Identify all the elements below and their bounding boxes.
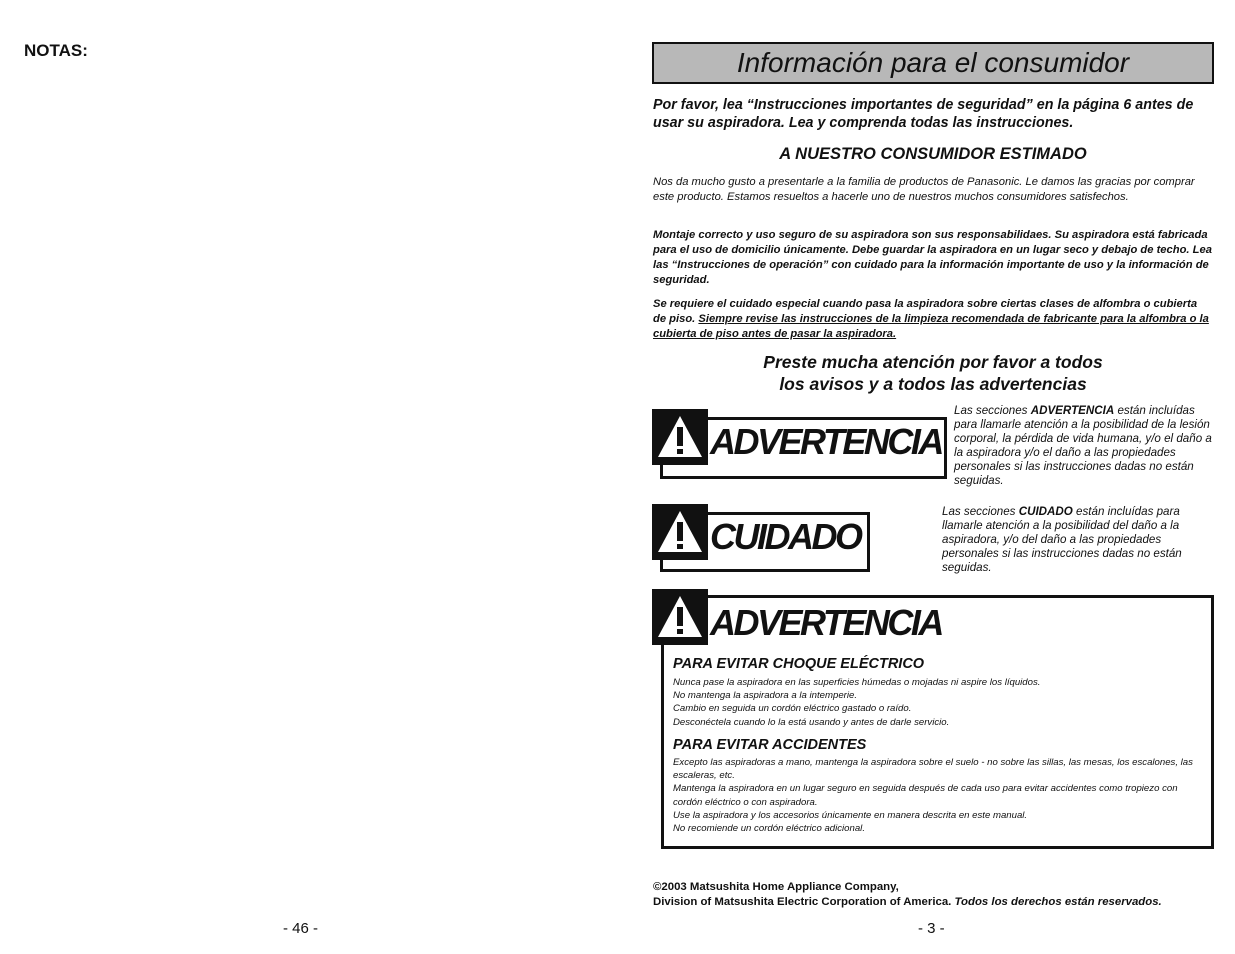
advertencia-signal: [652, 409, 947, 481]
warning-box-signal: [652, 589, 952, 649]
copyright-line-1: ©2003 Matsushita Home Appliance Company,: [653, 881, 899, 893]
estimado-heading: A NUESTRO CONSUMIDOR ESTIMADO: [779, 145, 1087, 163]
list-item: Desconéctela cuando lo la está usando y antes de darle servicio.: [673, 716, 950, 728]
page-number-right: - 3 -: [918, 920, 945, 937]
warning-triangle-icon: [652, 589, 708, 645]
paragraph-carpet-care: [653, 297, 1213, 342]
carpet-care-lead: Se requiere el cuidado especial cuando pasa la aspiradora sobre ciertas clases de alfombra o cubierta de piso.: [653, 298, 1198, 325]
attention-line-1: Preste mucha atención por favor a todos: [763, 352, 1103, 372]
warning-box-label: ADVERTENCIA: [710, 602, 942, 643]
list-item: Cambio en seguida un cordón eléctrico gastado o raído.: [673, 703, 912, 715]
cuidado-desc-bold: CUIDADO: [1018, 505, 1073, 518]
list-item: Use la aspiradora y los accesorios únicamente en manera descrita en este manual.: [673, 809, 1028, 821]
electric-shock-list: [673, 676, 1203, 729]
intro-text: Por favor, lea “Instrucciones importantes de seguridad” en la página 6 antes de usar su aspiradora. Lea y comprenda todas las instrucciones.: [653, 97, 1194, 131]
advertencia-desc-pre: Las secciones: [954, 404, 1031, 417]
copyright-rights: Todos los derechos están reservados.: [954, 896, 1162, 908]
paragraph-welcome: Nos da mucho gusto a presentarle a la familia de productos de Panasonic. Le damos las gracias por comprar este producto. Estamos resueltos a hacerle uno de nuestros muchos consumidores satisfechos.: [653, 176, 1195, 203]
cuidado-desc-post: están incluídas para llamarle atención a la posibilidad del daño a la aspiradora, y/o del daño a las propiedades personales si las instrucciones dadas no están seguidas.: [942, 505, 1182, 574]
list-item: No recomiende un cordón eléctrico adicional.: [673, 823, 865, 835]
cuidado-label: CUIDADO: [710, 516, 861, 557]
warning-triangle-icon: [652, 409, 708, 465]
page-title: Información para el consumidor: [652, 42, 1214, 84]
attention-line-2: los avisos y a todos las advertencias: [779, 374, 1087, 394]
advertencia-label: ADVERTENCIA: [710, 421, 942, 462]
copyright-line-2: [653, 895, 1162, 910]
attention-heading: [652, 351, 1214, 395]
accidents-heading: PARA EVITAR ACCIDENTES: [673, 737, 867, 753]
cuidado-desc-pre: Las secciones: [942, 505, 1019, 518]
advertencia-desc-bold: ADVERTENCIA: [1030, 404, 1115, 417]
notas-heading: NOTAS:: [24, 41, 88, 60]
copyright-footer: [653, 880, 1162, 910]
cuidado-description: [942, 505, 1212, 575]
list-item: Nunca pase la aspiradora en las superficies húmedas o mojadas ni aspire los líquidos.: [673, 677, 1041, 688]
accidents-list: [673, 756, 1203, 835]
list-item: Excepto las aspiradoras a mano, mantenga la aspiradora sobre el suelo - no sobre las sillas, las mesas, los escalones, las escaleras, etc.: [673, 757, 1193, 782]
advertencia-description: [954, 404, 1216, 488]
paragraph-responsibility: Montaje correcto y uso seguro de su aspiradora son sus responsabilidaes. Su aspiradora está fabricada para el uso de domicilio únicamente. Debe guardar la aspiradora en un lugar seco y debajo de techo. Lea las “Instrucciones de operación” con cuidado para la información importante de uso y la información de seguridad.: [653, 229, 1212, 286]
cuidado-signal: [652, 504, 870, 574]
warning-triangle-icon: [652, 504, 708, 560]
page-number-left: - 46 -: [283, 920, 319, 937]
list-item: No mantenga la aspiradora a la intemperie.: [673, 690, 857, 702]
electric-shock-heading: PARA EVITAR CHOQUE ELÉCTRICO: [673, 656, 925, 672]
carpet-care-underlined: Siempre revise las instrucciones de la limpieza recomendada de fabricante para la alfombra o la cubierta de piso antes de pasar la aspiradora.: [653, 313, 1209, 340]
advertencia-desc-post: están incluídas para llamarle atención a la posibilidad de la lesión corporal, la pérdida de vida humana, y/o el daño a la aspiradora y/o el daño a las propiedades personales si las instrucciones dadas no están seguidas.: [954, 404, 1212, 487]
list-item: Mantenga la aspiradora en un lugar seguro en seguida después de cada uso para evitar accidentes como tropiezo con cordón eléctrico o con aspiradora.: [673, 783, 1178, 808]
copyright-company: Division of Matsushita Electric Corporation of America.: [653, 896, 955, 908]
